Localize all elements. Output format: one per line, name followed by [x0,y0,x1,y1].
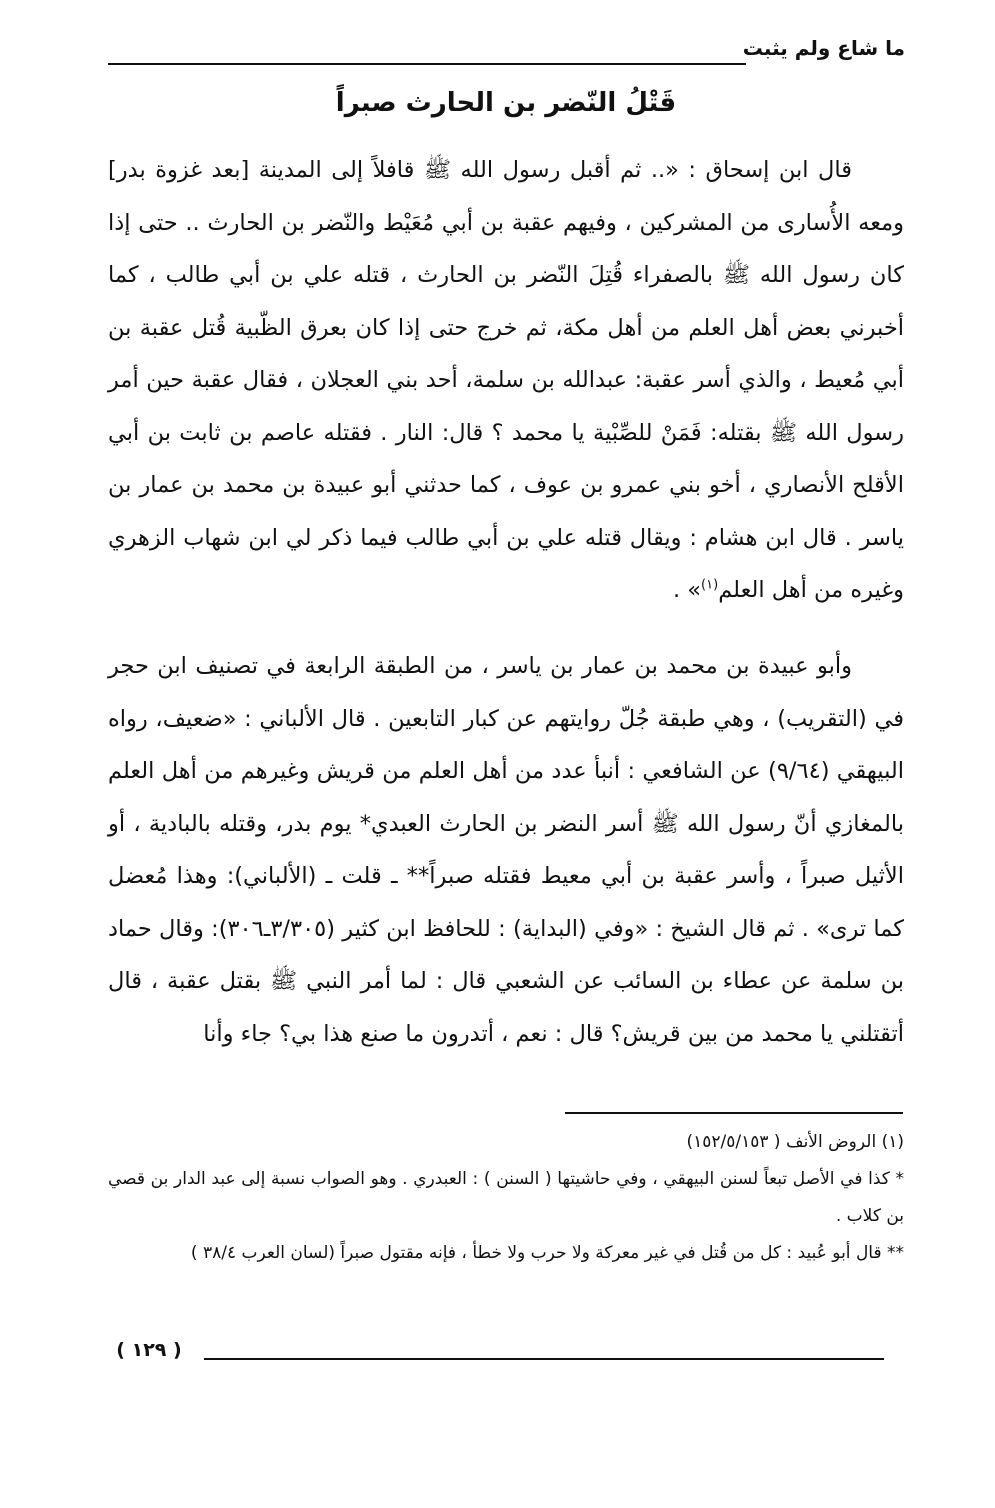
running-header-title: ما شاع ولم يثبت [742,36,905,60]
paragraph-1-body: قال ابن إسحاق : «.. ثم أقبل رسول الله ﷺ قافلاً إلى المدينة [بعد غزوة بدر] ومعه الأُسارى من المشركين ، وفيهم عقبة بن أبي مُعَيْط والنّضر بن الحارث .. حتى إذا كان رسول الله ﷺ بالصفراء قُتِلَ النّضر بن الحارث ، قتله علي بن أبي طالب ، كما أخبرني بعض أهل العلم من أهل مكة، ثم خرج حتى إذا كان بعرق الظّبية قُتل عقبة بن أبي مُعيط ، والذي أسر عقبة: عبدالله بن سلمة، أحد بني العجلان ، فقال عقبة حين أمر رسول الله ﷺ بقتله: فَمَنْ للصِّبْية يا محمد ؟ قال: النار . فقتله عاصم بن ثابت بن أبي الأقلح الأنصاري ، أخو بني عمرو بن عوف ، كما حدثني أبو عبيدة بن محمد بن عمار بن ياسر . قال ابن هشام : ويقال قتله علي بن أبي طالب فيما ذكر لي ابن شهاب الزهري وغيره من أهل العلم [108,157,904,603]
footnote-separator [565,1112,903,1114]
footnote-2: * كذا في الأصل تبعاً لسنن البيهقي ، وفي حاشيتها ( السنن ) : العبدري . وهو الصواب نسبة إلى عبد الدار بن قصي بن كلاب . [108,1169,904,1226]
paragraph-1-text [108,144,904,617]
page-number: ( ١٢٩ ) [94,1339,204,1361]
footnote-reference-1: (١) [701,577,719,593]
section-heading: قَتْلُ النّضر بن الحارث صبراً [335,88,677,118]
paragraph-2 [108,640,904,1060]
footnote-1: (١) الروض الأنف ( ١٥٢/٥/١٥٣) [686,1132,904,1152]
footnote-3: ** قال أبو عُبيد : كل من قُتل في غير معركة ولا حرب ولا خطأ ، فإنه مقتول صبراً (لسان العرب ٣٨/٤ ) [190,1243,904,1263]
footnotes [108,1124,904,1272]
paragraph-2-text: وأبو عبيدة بن محمد بن عمار بن ياسر ، من الطبقة الرابعة في تصنيف ابن حجر في (التقريب) ، وهي طبقة جُلّ روايتهم عن كبار التابعين . قال الألباني : «ضعيف، رواه البيهقي (٩/٦٤) عن الشافعي : أنبأ عدد من أهل العلم من قريش وغيرهم من أهل العلم بالمغازي أنّ رسول الله ﷺ أسر النضر بن الحارث العبدي* يوم بدر، وقتله بالبادية ، أو الأثيل صبراً ، وأسر عقبة بن أبي معيط فقتله صبراً** ـ قلت ـ (الألباني): وهذا مُعضل كما ترى» . ثم قال الشيخ : «وفي (البداية) : للحافظ ابن كثير (٣/٣٠٥ـ٣٠٦): وقال حماد بن سلمة عن عطاء بن السائب عن الشعبي قال : لما أمر النبي ﷺ بقتل عقبة ، قال أتقتلني يا محمد من بين قريش؟ قال : نعم ، أتدرون ما صنع هذا بي؟ جاء وأنا [108,653,904,1047]
paragraph-1-ending: » . [672,577,702,603]
header-rule [108,63,746,65]
footer-rule [108,1358,884,1360]
paragraph-1 [108,144,904,617]
